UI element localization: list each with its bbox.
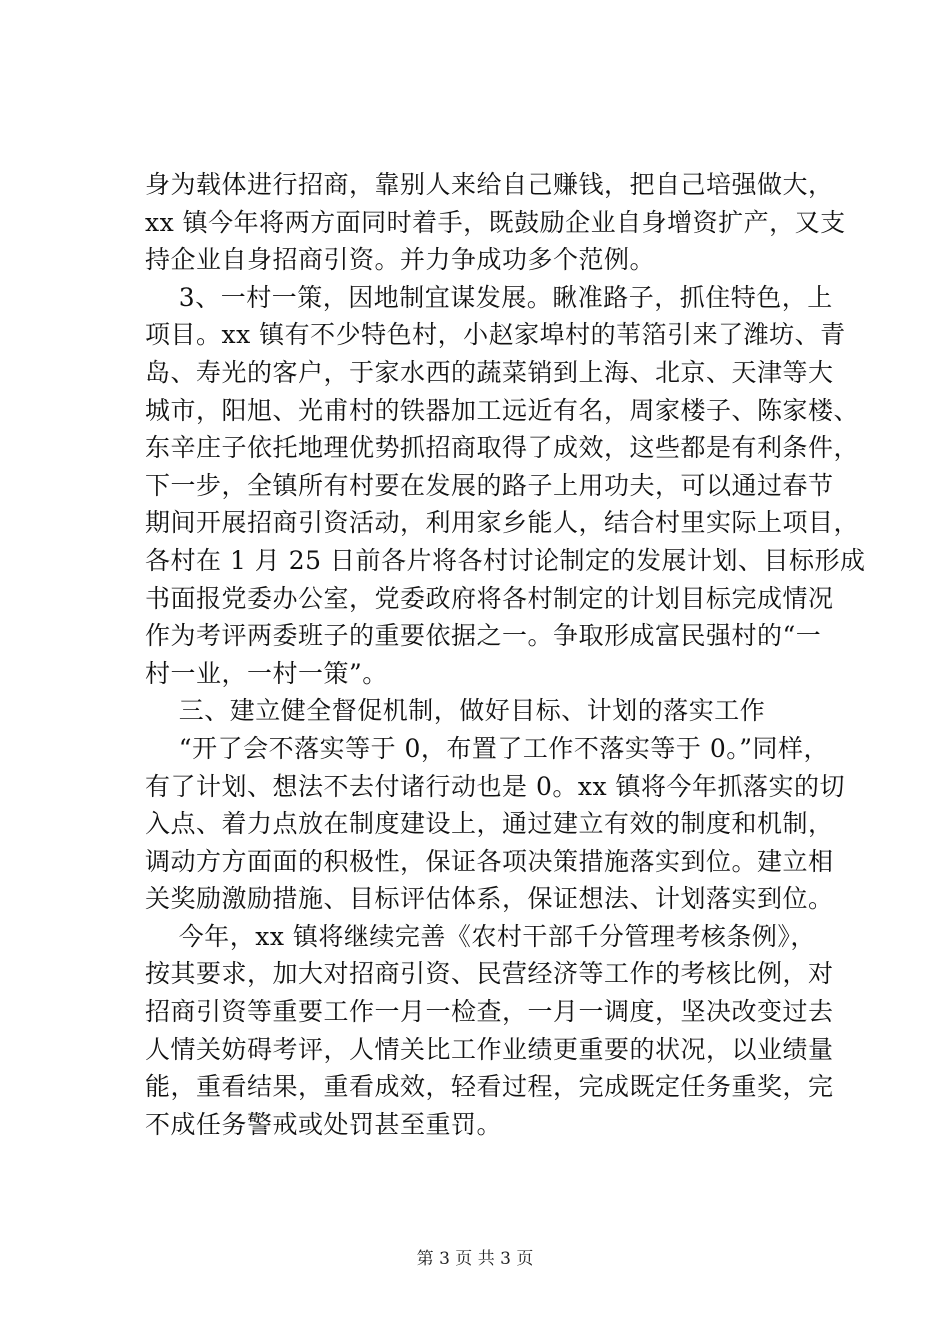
text-line: 3、一村一策，因地制宜谋发展。瞅准路子，抓住特色，上 <box>145 282 833 312</box>
text-line: 书面报党委办公室，党委政府将各村制定的计划目标完成情况 <box>145 583 834 613</box>
text-line: 能，重看结果，重看成效，轻看过程，完成既定任务重奖，完 <box>145 1072 834 1102</box>
text-line: 入点、着力点放在制度建设上，通过建立有效的制度和机制， <box>145 809 834 839</box>
text-line: 按其要求，加大对招商引资、民营经济等工作的考核比例，对 <box>145 959 834 989</box>
body-text <box>145 166 865 1143</box>
text-line: 岛、寿光的客户，于家水西的蔬菜销到上海、北京、天津等大 <box>145 357 834 387</box>
text-line: 人情关妨碍考评，人情关比工作业绩更重要的状况，以业绩量 <box>145 1034 834 1064</box>
text-line: 村一业，一村一策”。 <box>145 658 388 688</box>
text-line: “开了会不落实等于 0，布置了工作不落实等于 0。”同样， <box>145 733 830 763</box>
text-line: 作为考评两委班子的重要依据之一。争取形成富民强村的“一 <box>145 621 822 651</box>
text-line: 招商引资等重要工作一月一检查，一月一调度，坚决改变过去 <box>145 997 834 1027</box>
text-line: 项目。xx 镇有不少特色村，小赵家埠村的苇箔引来了潍坊、青 <box>145 320 846 350</box>
text-line: 不成任务警戒或处罚甚至重罚。 <box>145 1109 503 1139</box>
text-line: 城市，阳旭、光甫村的铁器加工远近有名，周家楼子、陈家楼、 <box>145 395 860 425</box>
text-line: 下一步，全镇所有村要在发展的路子上用功夫，可以通过春节 <box>145 470 834 500</box>
page-number-footer: 第 3 页 共 3 页 <box>416 1249 534 1269</box>
text-line: 各村在 1 月 25 日前各片将各村讨论制定的发展计划、目标形成 <box>145 545 866 575</box>
text-line: 调动方方面面的积极性，保证各项决策措施落实到位。建立相 <box>145 846 834 876</box>
text-line: 期间开展招商引资活动，利用家乡能人，结合村里实际上项目， <box>145 508 860 538</box>
text-line: 东辛庄子依托地理优势抓招商取得了成效，这些都是有利条件， <box>145 433 860 463</box>
text-line: xx 镇今年将两方面同时着手，既鼓励企业自身增资扩产，又支 <box>145 207 846 237</box>
text-line: 身为载体进行招商，靠别人来给自己赚钱，把自己培强做大， <box>145 170 834 199</box>
text-line: 今年，xx 镇将继续完善《农村干部千分管理考核条例》， <box>145 921 816 951</box>
text-line: 有了计划、想法不去付诸行动也是 0。xx 镇将今年抓落实的切 <box>145 771 845 801</box>
text-line: 关奖励激励措施、目标评估体系，保证想法、计划落实到位。 <box>145 884 834 914</box>
section-heading: 三、建立健全督促机制，做好目标、计划的落实工作 <box>145 696 766 726</box>
text-line: 持企业自身招商引资。并力争成功多个范例。 <box>145 245 656 275</box>
